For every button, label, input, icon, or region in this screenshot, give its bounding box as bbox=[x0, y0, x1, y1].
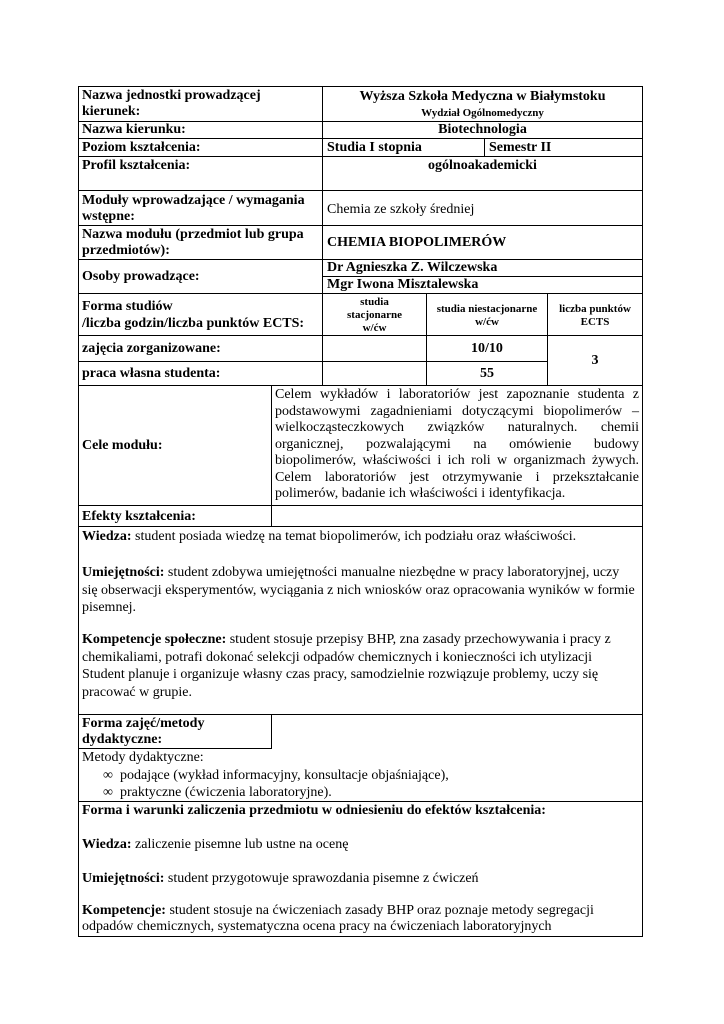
level-value-cell bbox=[322, 138, 485, 157]
intro-value: Chemia ze szkoły średniej bbox=[327, 202, 475, 217]
methods-item-2 bbox=[103, 784, 332, 801]
ects-header-cell bbox=[547, 293, 643, 336]
social-label: Kompetencje społeczne: bbox=[82, 632, 227, 647]
faculty-name: Wydział Ogólnomedyczny bbox=[421, 107, 544, 119]
outcomes-label: Efekty kształcenia: bbox=[82, 509, 196, 524]
goals-text-cell bbox=[271, 385, 643, 506]
skills-text: student zdobywa umiejętności manualne niezbędne w pracy laboratoryjnej, uczy się obserwacji eksperymentów, wyciągania z nich wniosków oraz opracowania wyników w formie pisemnej. bbox=[82, 565, 635, 615]
goals-label-cell bbox=[78, 385, 272, 506]
teachers-label: Osoby prowadzące: bbox=[82, 269, 200, 284]
studies-form-label-line1: Forma studiów bbox=[82, 299, 173, 314]
methods-item-1 bbox=[103, 767, 449, 784]
teacher-2: Mgr Iwona Misztalewska bbox=[327, 277, 479, 292]
assessment-competence bbox=[82, 903, 637, 935]
goals-label: Cele modułu: bbox=[82, 438, 163, 453]
unit-value-cell bbox=[322, 86, 643, 122]
studies-form-label-cell bbox=[78, 293, 323, 336]
assessment-skills bbox=[82, 871, 479, 887]
assessment-skills-label: Umiejętności: bbox=[82, 871, 165, 886]
assessment-knowledge-text: zaliczenie pisemne lub ustne na ocenę bbox=[131, 837, 349, 852]
methods-intro: Metody dydaktyczne: bbox=[82, 750, 204, 765]
unit-label-line1: Nazwa jednostki prowadzącej bbox=[82, 88, 261, 103]
stationary-line2: stacjonarne bbox=[347, 309, 402, 321]
goals-text: Celem wykładów i laboratoriów jest zapoznanie studenta z podstawowymi zagadnieniami dotyczącymi biopolimerów – wielkocząsteczkowych związków naturalnych. chemii organicznej, pozwalającymi na omówienie budowy biopolimerów, właściwości i ich roli w organizmach żywych. Celem laboratoriów jest otrzymywanie i przekształcanie polimerów, badanie ich właściwości i identyfikacja. bbox=[275, 387, 639, 501]
stationary-line3: w/ćw bbox=[362, 322, 387, 334]
own-work-stationary-cell bbox=[322, 361, 427, 386]
module-name-value: CHEMIA BIOPOLIMERÓW bbox=[327, 235, 507, 250]
level-value: Studia I stopnia bbox=[327, 140, 422, 155]
social-text: student stosuje przepisy BHP, zna zasady przechowywania i pracy z chemikaliami, potrafi dokonać selekcji odpadów chemicznych i konieczności ich utylizacji Student planuje i organizuje własny czas pracy, samodzielnie rozwiązuje problemy, uczy się pracować w grupie. bbox=[82, 632, 611, 700]
assessment-competence-label: Kompetencje: bbox=[82, 903, 166, 918]
intro-value-cell bbox=[322, 190, 643, 226]
intro-label-line1: Moduły wprowadzające / wymagania bbox=[82, 193, 305, 208]
stationary-header-cell bbox=[322, 293, 427, 336]
teacher-2-cell bbox=[322, 276, 643, 294]
methods-label-line2: dydaktyczne: bbox=[82, 732, 163, 747]
methods-label-line1: Forma zajęć/metody bbox=[82, 716, 205, 731]
teacher-1: Dr Agnieszka Z. Wilczewska bbox=[327, 260, 498, 275]
methods-item-1-text: podające (wykład informacyjny, konsultacje objaśniające), bbox=[119, 768, 449, 783]
organized-nonstationary-cell bbox=[426, 335, 548, 362]
assessment-title: Forma i warunki zaliczenia przedmiotu w odniesieniu do efektów kształcenia: bbox=[82, 803, 546, 818]
field-value: Biotechnologia bbox=[438, 122, 527, 137]
level-label-cell bbox=[78, 138, 323, 157]
ects-value-cell bbox=[547, 335, 643, 386]
university-name: Wyższa Szkoła Medyczna w Białymstoku bbox=[359, 89, 606, 104]
profile-value: ogólnoakademicki bbox=[428, 158, 537, 173]
methods-item-2-text: praktyczne (ćwiczenia laboratoryjne). bbox=[119, 785, 332, 800]
profile-value-cell bbox=[322, 156, 643, 191]
assessment-skills-text: student przygotowuje sprawozdania pisemne z ćwiczeń bbox=[164, 871, 479, 886]
unit-label-line2: kierunek: bbox=[82, 104, 141, 119]
methods-label-cell bbox=[78, 714, 272, 749]
module-name-value-cell bbox=[322, 225, 643, 260]
teachers-label-cell bbox=[78, 259, 323, 294]
module-name-label-line2: przedmiotów): bbox=[82, 243, 170, 258]
stationary-line1: studia bbox=[360, 296, 389, 308]
field-label-cell bbox=[78, 121, 323, 139]
assessment-knowledge-label: Wiedza: bbox=[82, 837, 132, 852]
profile-label-cell bbox=[78, 156, 323, 191]
ects-line1: liczba punktów bbox=[559, 303, 631, 315]
field-value-cell bbox=[322, 121, 643, 139]
intro-label-line2: wstępne: bbox=[82, 209, 135, 224]
social-paragraph bbox=[82, 631, 637, 701]
nonstationary-line1: studia niestacjonarne bbox=[436, 303, 538, 315]
organized-value: 10/10 bbox=[471, 341, 503, 356]
semester-cell bbox=[484, 138, 643, 157]
skills-label: Umiejętności: bbox=[82, 565, 165, 580]
nonstationary-header-cell bbox=[426, 293, 548, 336]
intro-label-cell bbox=[78, 190, 323, 226]
profile-label: Profil kształcenia: bbox=[82, 158, 191, 173]
own-work-nonstationary-cell bbox=[426, 361, 548, 386]
knowledge-paragraph bbox=[82, 528, 637, 546]
organized-label: zajęcia zorganizowane: bbox=[82, 341, 221, 356]
assessment-competence-text: student stosuje na ćwiczeniach zasady BHP oraz poznaje metody segregacji odpadów chemicznych, systematyczna ocena pracy na ćwiczeniach laboratoryjnych bbox=[82, 903, 594, 934]
ects-line2: ECTS bbox=[580, 316, 610, 328]
level-label: Poziom kształcenia: bbox=[82, 140, 201, 155]
own-work-label: praca własna studenta: bbox=[82, 366, 221, 381]
unit-label-cell bbox=[78, 86, 323, 122]
nonstationary-line2: w/ćw bbox=[475, 316, 499, 328]
studies-form-label-line2: /liczba godzin/liczba punktów ECTS: bbox=[82, 316, 305, 331]
ects-value: 3 bbox=[591, 353, 599, 368]
knowledge-label: Wiedza: bbox=[82, 529, 132, 544]
organized-stationary-cell bbox=[322, 335, 427, 362]
bullet-icon: ∞ bbox=[103, 768, 113, 783]
knowledge-text: student posiada wiedzę na temat biopolimerów, ich podziału oraz właściwości. bbox=[131, 529, 577, 544]
skills-paragraph bbox=[82, 564, 637, 617]
module-name-label-line1: Nazwa modułu (przedmiot lub grupa bbox=[82, 227, 304, 242]
own-work-value: 55 bbox=[480, 366, 494, 381]
own-work-label-cell bbox=[78, 361, 323, 386]
assessment-block bbox=[78, 801, 643, 937]
module-name-label-cell bbox=[78, 225, 323, 260]
outcomes-block bbox=[78, 505, 643, 715]
teacher-1-cell bbox=[322, 259, 643, 277]
organized-label-cell bbox=[78, 335, 323, 362]
outcomes-top-line bbox=[271, 526, 643, 527]
field-label: Nazwa kierunku: bbox=[82, 122, 186, 137]
semester-value: Semestr II bbox=[489, 140, 552, 155]
assessment-knowledge bbox=[82, 837, 348, 853]
bullet-icon: ∞ bbox=[103, 785, 113, 800]
